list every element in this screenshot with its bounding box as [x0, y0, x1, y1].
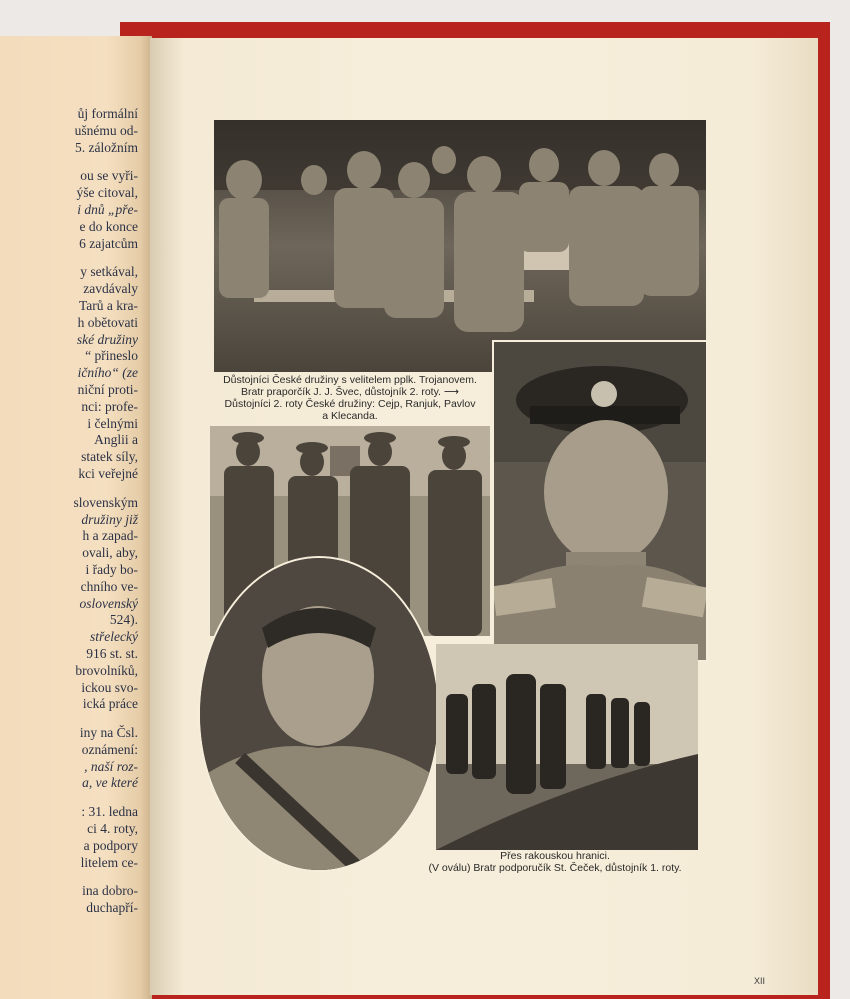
left-text-line: 524).: [109, 612, 138, 628]
left-text-line: kci veřejné: [78, 465, 138, 481]
left-text-line: 916 st. st.: [86, 645, 138, 661]
left-text-line: h a zapad-: [82, 528, 138, 544]
photo-portrait-svec: [492, 340, 708, 662]
left-text-line: ická práce: [82, 696, 138, 712]
caption-bottom-line1: Přes rakouskou hranici.: [500, 850, 610, 862]
left-text-line: ýše citoval,: [76, 185, 138, 201]
right-page: [150, 38, 818, 995]
caption-top-line2: Bratr praporčík J. J. Švec, důstojník 2. roty.: [241, 386, 441, 398]
left-page-text: [0, 106, 138, 917]
left-text-line: družiny již: [81, 511, 138, 527]
left-text-line: střelecký: [90, 629, 138, 645]
left-text-line: chního ve-: [80, 578, 138, 594]
left-text-line: ci 4. roty,: [87, 821, 138, 837]
left-text-line: slovenským: [73, 494, 138, 510]
left-text-line: oznámení:: [81, 741, 138, 757]
page-number: XII: [754, 976, 766, 986]
left-text-line: i čelnými: [87, 415, 138, 431]
left-text-line: ušnému od-: [74, 122, 138, 138]
caption-arrow: ⟶: [443, 386, 459, 398]
left-text-line: litelem ce-: [80, 854, 138, 870]
left-text-line: , naší roz-: [84, 758, 138, 774]
left-text-line: a, ve které: [82, 775, 138, 791]
left-text-line: Anglii a: [94, 432, 138, 448]
left-text-line: Tarů a kra-: [78, 297, 138, 313]
left-text-line: duchapří-: [86, 900, 138, 916]
left-text-line: y setkával,: [80, 264, 138, 280]
left-text-line: statek síly,: [81, 449, 138, 465]
photo-oval-cecek: [198, 556, 440, 872]
left-text-line: a podpory: [83, 837, 138, 853]
left-text-line: ičního“ (ze: [77, 365, 138, 381]
left-text-line: i řady bo-: [85, 561, 138, 577]
left-text-line: h obětovati: [77, 314, 138, 330]
left-text-line: nci: profe-: [81, 398, 138, 414]
caption-top-line3: Důstojníci 2. roty České družiny: Cejp, Ranjuk, Pavlov: [224, 398, 476, 410]
caption-top-line1: Důstojníci České družiny s velitelem pplk. Trojanovem.: [223, 374, 477, 386]
left-text-line: ůj formální: [77, 106, 138, 121]
left-text-line: 6 zajatcům: [79, 235, 138, 251]
left-text-line: ina dobro-: [82, 883, 138, 899]
left-text-line: niční proti-: [77, 381, 138, 397]
left-text-line: “ přineslo: [85, 348, 138, 364]
left-text-line: ovali, aby,: [82, 545, 138, 561]
left-text-line: e do konce: [79, 218, 138, 234]
left-text-line: 5. záložním: [75, 139, 138, 155]
left-text-line: zavdávaly: [83, 281, 138, 297]
caption-top: [204, 374, 496, 422]
photo-officers-at-table: [214, 120, 706, 372]
left-text-line: ou se vyři-: [80, 168, 138, 184]
left-text-line: : 31. ledna: [81, 804, 138, 820]
left-text-line: ickou svo-: [81, 679, 138, 695]
left-text-line: brovolníků,: [75, 662, 138, 678]
caption-top-line4: a Klecanda.: [322, 410, 378, 422]
caption-bottom: [400, 850, 710, 874]
left-text-line: oslovenský: [79, 595, 138, 611]
left-page: [0, 36, 152, 999]
left-text-line: ské družiny: [76, 331, 138, 347]
left-text-line: iny na Čsl.: [79, 725, 138, 741]
photo-soldiers-crossing-border: [436, 644, 698, 850]
caption-bottom-line2: (V oválu) Bratr podporučík St. Čeček, důstojník 1. roty.: [428, 862, 682, 874]
left-text-line: i dnů „pře-: [77, 201, 138, 217]
